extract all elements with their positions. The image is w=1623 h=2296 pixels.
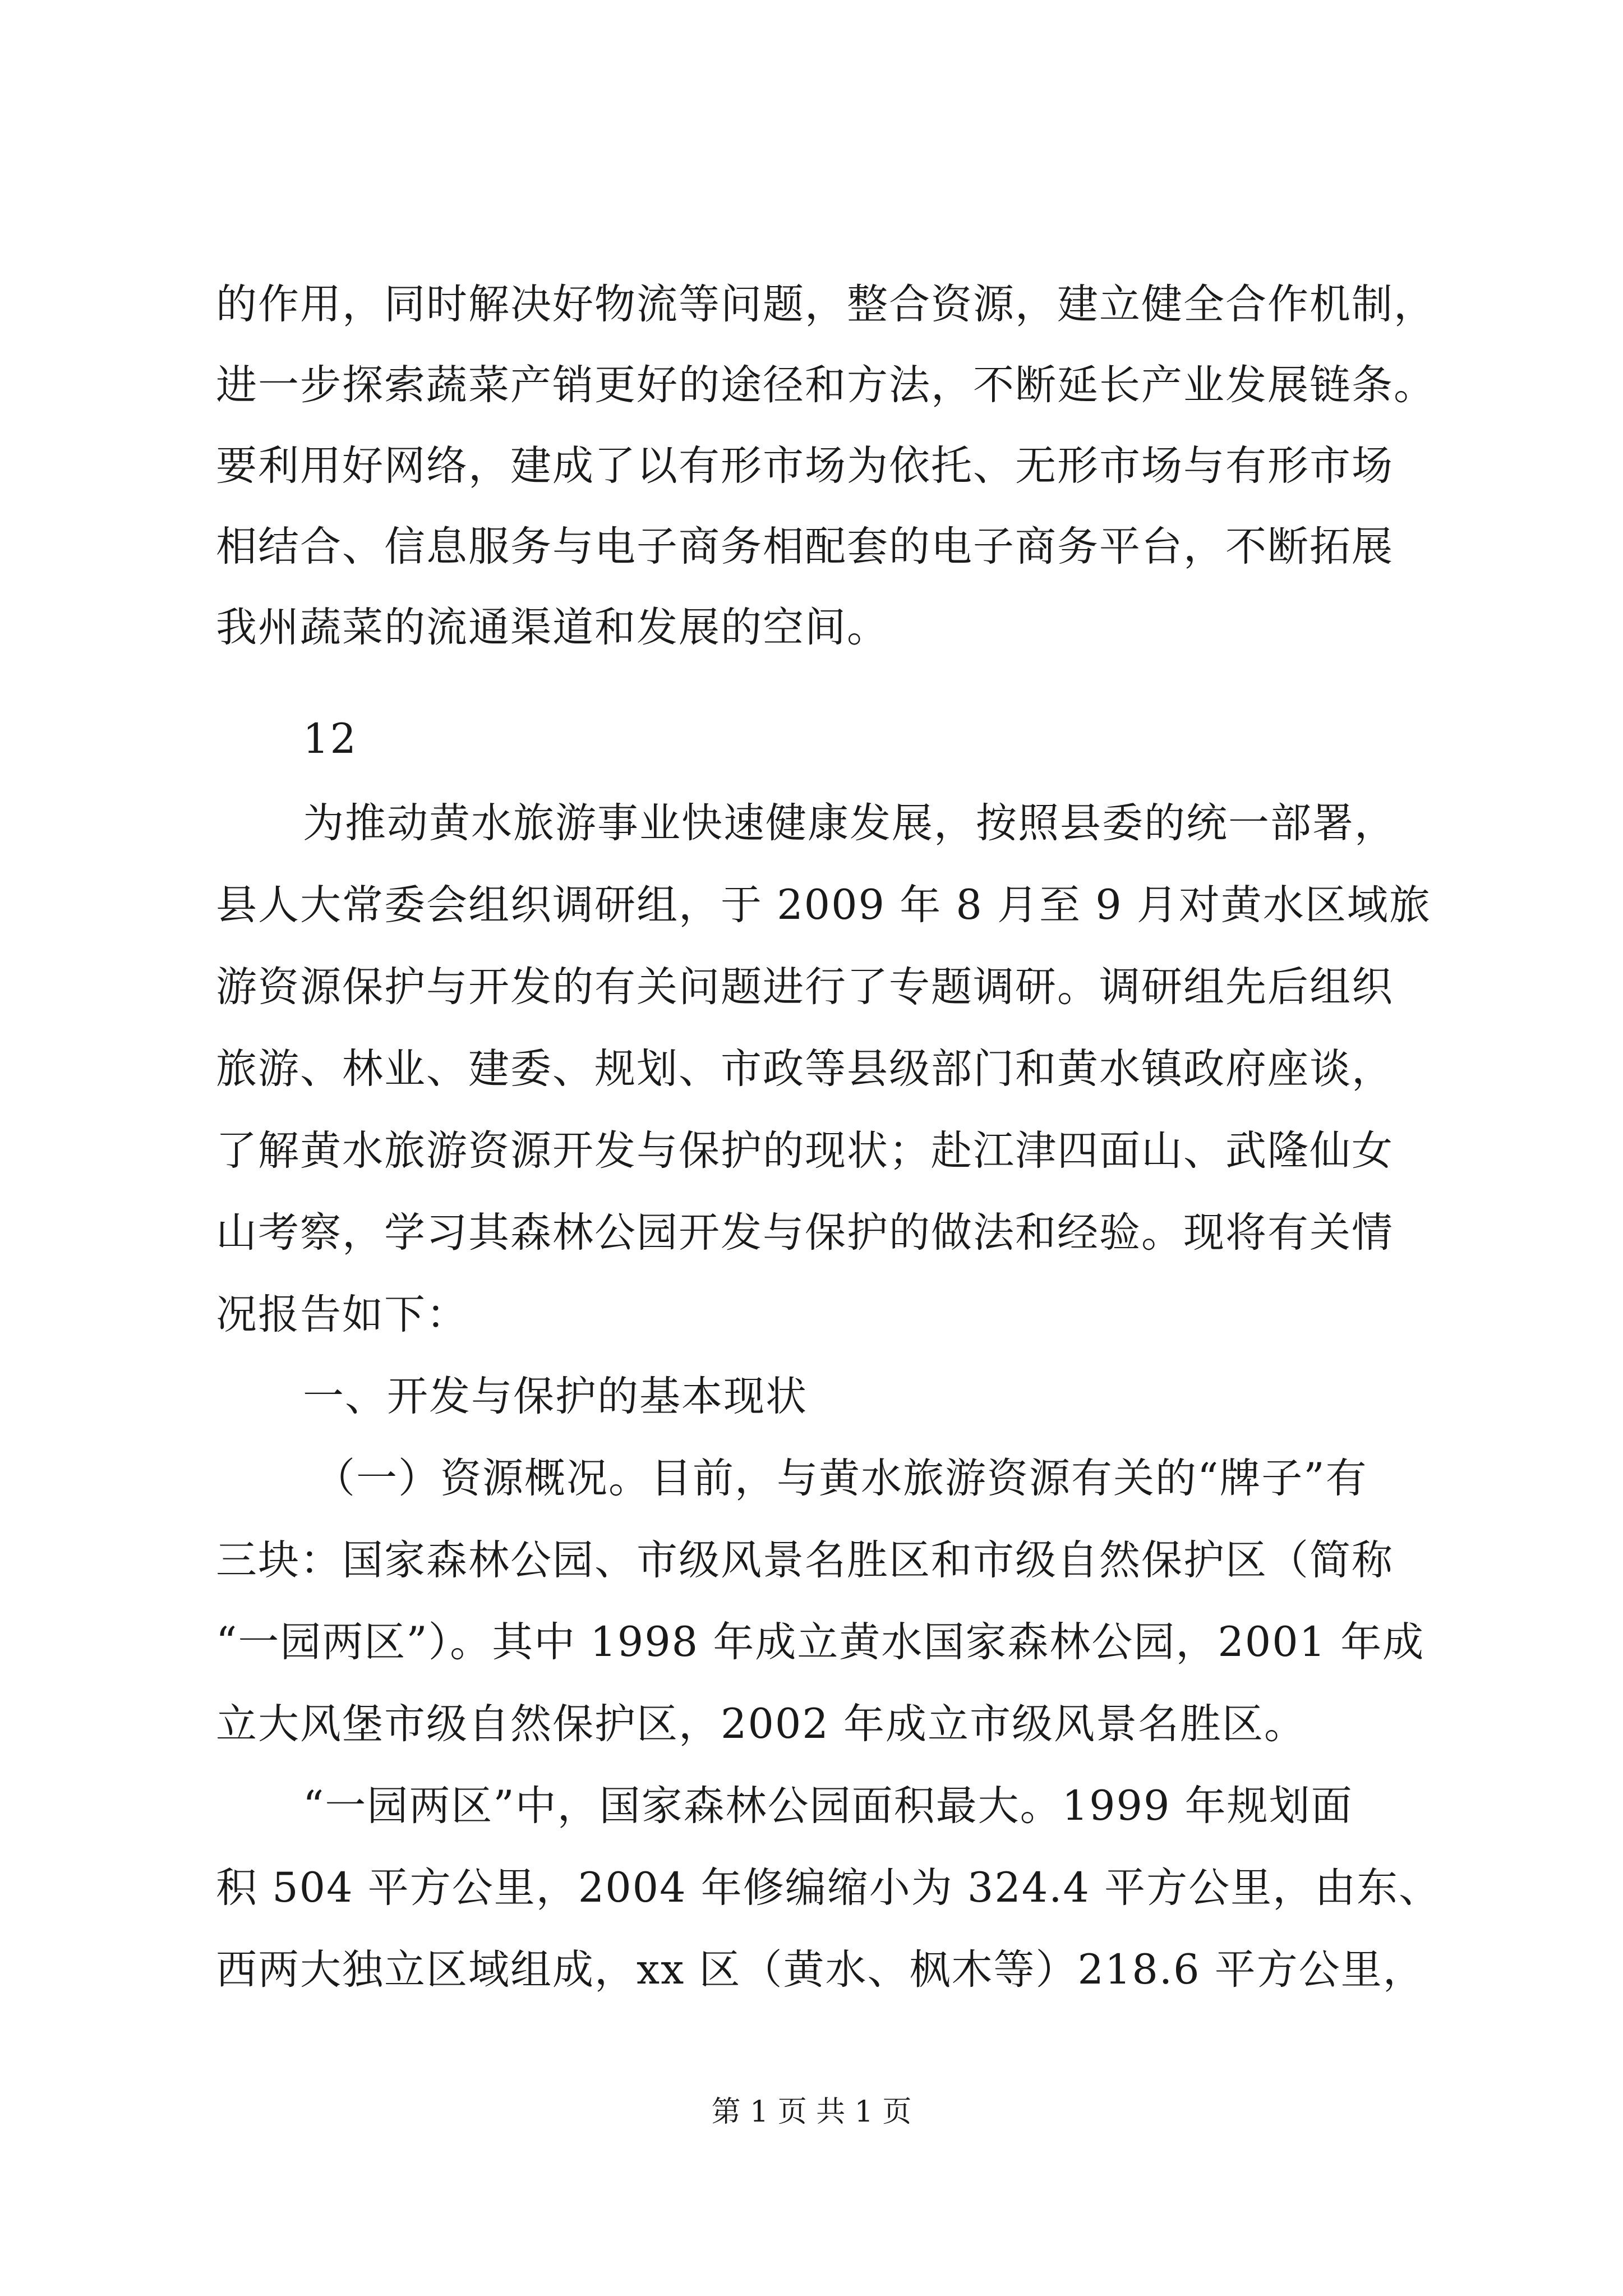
paragraph-line: 立大风堡市级自然保护区，2002 年成立市级风景名胜区。 [216, 1700, 1306, 1748]
paragraph-line: 西两大独立区域组成，xx 区（黄水、枫木等）218.6 平方公里， [216, 1946, 1425, 1994]
paragraph-line: 相结合、信息服务与电子商务相配套的电子商务平台，不断拓展 [216, 523, 1394, 570]
paragraph-line: 进一步探索蔬菜产销更好的途径和方法，不断延长产业发展链条。 [216, 361, 1436, 409]
paragraph-line: （一）资源概况。目前，与黄水旅游资源有关的“牌子”有 [314, 1455, 1368, 1502]
paragraph-line: 旅游、林业、建委、规划、市政等县级部门和黄水镇政府座谈， [216, 1045, 1394, 1093]
paragraph-line: 山考察，学习其森林公园开发与保护的做法和经验。现将有关情 [216, 1209, 1394, 1257]
paragraph-line: 积 504 平方公里，2004 年修编缩小为 324.4 平方公里，由东、 [216, 1864, 1441, 1912]
paragraph-line: 县人大常委会组织调研组，于 2009 年 8 月至 9 月对黄水区域旅 [216, 881, 1431, 929]
paragraph-line: 要利用好网络，建成了以有形市场为依托、无形市场与有形市场 [216, 442, 1394, 490]
paragraph-line: 我州蔬菜的流通渠道和发展的空间。 [216, 604, 889, 651]
paragraph-line: “一园两区”中，国家森林公园面积最大。1999 年规划面 [303, 1782, 1353, 1830]
paragraph-line: 的作用，同时解决好物流等问题，整合资源，建立健全合作机制， [216, 280, 1436, 328]
paragraph-line: 三块：国家森林公园、市级风景名胜区和市级自然保护区（简称 [216, 1536, 1394, 1584]
paragraph-line: 况报告如下： [216, 1291, 468, 1338]
paragraph-line: 了解黄水旅游资源开发与保护的现状；赴江津四面山、武隆仙女 [216, 1127, 1394, 1175]
page-footer: 第 1 页 共 1 页 [711, 2095, 912, 2129]
page-number-text: 12 [303, 715, 357, 763]
paragraph-line: 游资源保护与开发的有关问题进行了专题调研。调研组先后组织 [216, 963, 1394, 1011]
paragraph-line: “一园两区”）。其中 1998 年成立黄水国家森林公园，2001 年成 [216, 1618, 1425, 1666]
section-heading: 一、开发与保护的基本现状 [303, 1373, 808, 1420]
paragraph-line: 为推动黄水旅游事业快速健康发展，按照县委的统一部署， [303, 799, 1396, 847]
